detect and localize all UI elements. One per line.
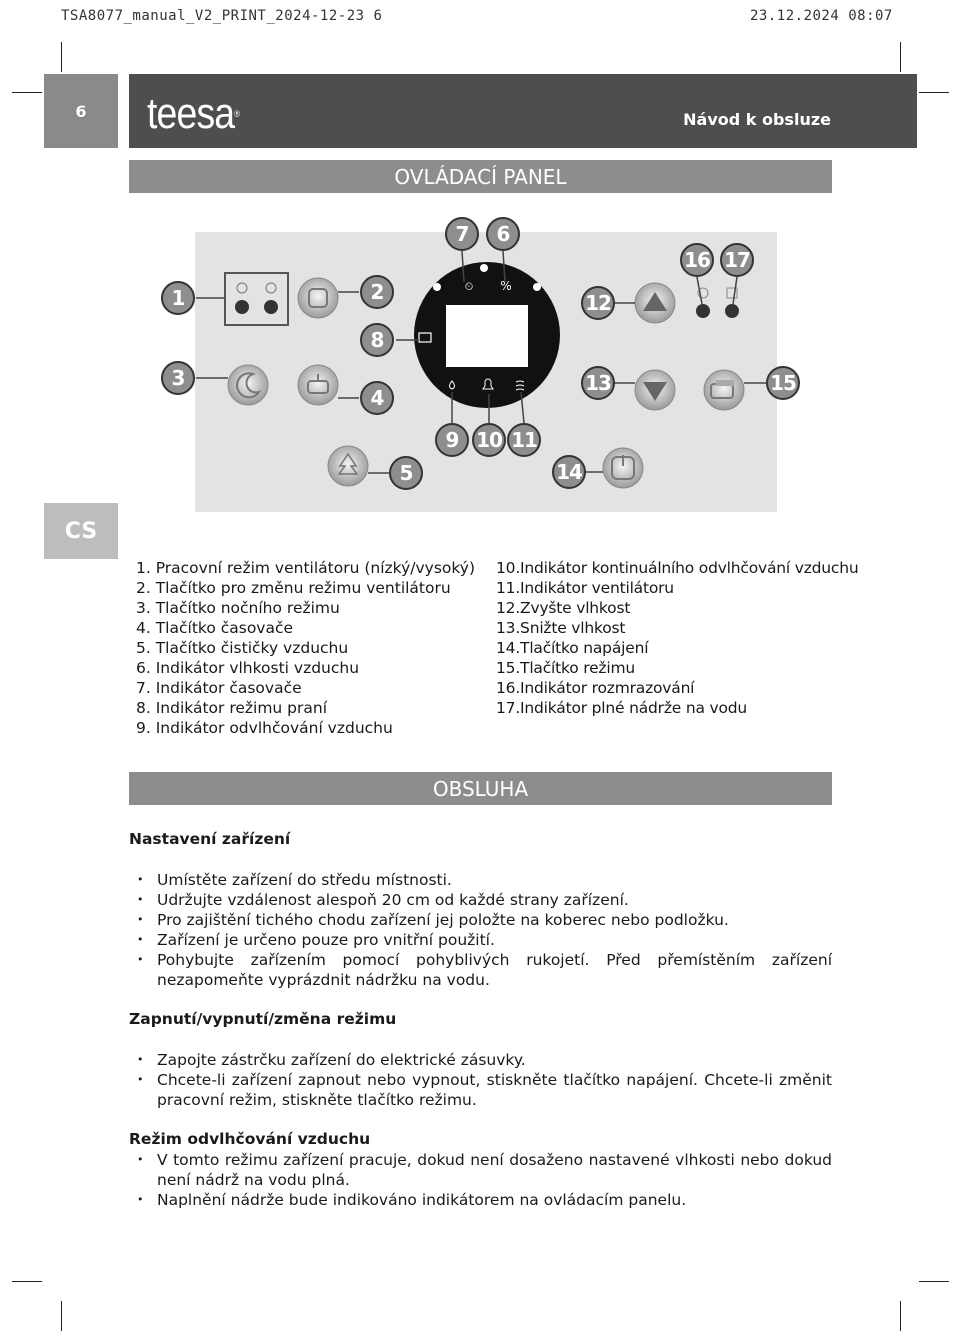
callout-14: 14: [552, 455, 586, 489]
section-title-operation: OBSLUHA: [129, 772, 832, 805]
legend-left: [136, 558, 475, 738]
language-tab: CS: [44, 503, 118, 559]
display-dot: [480, 264, 488, 272]
legend-item: 17.Indikátor plné nádrže na vodu: [496, 699, 747, 717]
fan-mode-button[interactable]: [298, 278, 338, 318]
callout-4: 4: [360, 381, 394, 415]
callout-10: 10: [472, 423, 506, 457]
bullet-item: • Pohybujte zařízením pomocí pohyblivých rukojetí. Před přemístěním zařízení nezapomeňte vyprázdnit nádržku na vodu.: [137, 950, 832, 990]
legend-item: 2. Tlačítko pro změnu režimu ventilátoru: [136, 579, 451, 597]
legend-item: 10.Indikátor kontinuálního odvlhčování vzduchu: [496, 559, 859, 577]
legend-item: 15.Tlačítko režimu: [496, 659, 635, 677]
legend-item: 3. Tlačítko nočního režimu: [136, 599, 340, 617]
legend-item: 16.Indikátor rozmrazování: [496, 679, 695, 697]
display-dot: [533, 283, 541, 291]
display-dot: [433, 283, 441, 291]
bullet-item: • V tomto režimu zařízení pracuje, dokud není dosaženo nastavené vlhkosti nebo dokud není nádrž na vodu plná.: [137, 1150, 832, 1190]
callout-16: 16: [680, 243, 714, 277]
callout-7: 7: [445, 217, 479, 251]
legend-right: [496, 558, 858, 718]
fan-mode-indicator-box: [225, 273, 288, 325]
bullet-item: • Udržujte vzdálenost alespoň 20 cm od každé strany zařízení.: [137, 890, 832, 910]
crop-mark: [900, 1301, 901, 1331]
section-title-control-panel: OVLÁDACÍ PANEL: [129, 160, 832, 193]
bullet-item: • Pro zajištění tichého chodu zařízení jej položte na koberec nebo podložku.: [137, 910, 832, 930]
power-button[interactable]: [603, 448, 643, 488]
bullet-item: • Umístěte zařízení do středu místnosti.: [137, 870, 832, 890]
legend-item: 1. Pracovní režim ventilátoru (nízký/vysoký): [136, 559, 476, 577]
callout-3: 3: [161, 361, 195, 395]
legend-item: 6. Indikátor vlhkosti vzduchu: [136, 659, 360, 677]
legend-item: 8. Indikátor režimu praní: [136, 699, 328, 717]
fan-low-icon: [237, 283, 247, 293]
setup-list: [137, 870, 832, 990]
callout-1: 1: [161, 281, 195, 315]
increase-humidity-button[interactable]: [635, 283, 675, 323]
night-mode-button[interactable]: [228, 365, 268, 405]
bullet-item: • Naplnění nádrže bude indikováno indikátorem na ovládacím panelu.: [137, 1190, 832, 1210]
heading-dehumidify: Režim odvlhčování vzduchu: [129, 1130, 371, 1148]
legend-item: 4. Tlačítko časovače: [136, 619, 294, 637]
crop-mark: [12, 1281, 42, 1282]
brand-logo: teesa®: [147, 89, 240, 138]
crop-mark: [61, 1301, 62, 1331]
callout-13: 13: [581, 366, 615, 400]
mode-button[interactable]: [704, 370, 744, 410]
legend-item: 7. Indikátor časovače: [136, 679, 302, 697]
heading-power: Zapnutí/vypnutí/změna režimu: [129, 1010, 397, 1028]
legend-item: 9. Indikátor odvlhčování vzduchu: [136, 719, 393, 737]
heading-setup: Nastavení zařízení: [129, 830, 291, 848]
legend-item: 11.Indikátor ventilátoru: [496, 579, 674, 597]
decrease-humidity-button[interactable]: [635, 370, 675, 410]
display-screen: [446, 305, 528, 367]
callout-6: 6: [486, 217, 520, 251]
power-list: [137, 1050, 832, 1110]
legend-item: 13.Snižte vlhkost: [496, 619, 626, 637]
page-number: 6: [44, 74, 118, 148]
callout-15: 15: [766, 366, 800, 400]
callout-17: 17: [720, 243, 754, 277]
callout-5: 5: [389, 456, 423, 490]
callout-12: 12: [581, 286, 615, 320]
callout-9: 9: [435, 423, 469, 457]
air-purifier-button[interactable]: [328, 446, 368, 486]
bullet-item: • Chcete-li zařízení zapnout nebo vypnout, stiskněte tlačítko napájení. Chcete-li změnit pracovní režim, stiskněte tlačítko režimu.: [137, 1070, 832, 1110]
fan-high-led: [264, 300, 278, 314]
fan-low-led: [235, 300, 249, 314]
callout-11: 11: [507, 423, 541, 457]
bullet-item: • Zařízení je určeno pouze pro vnitřní použití.: [137, 930, 832, 950]
control-panel-diagram: [0, 0, 961, 560]
header-title: Návod k obsluze: [683, 110, 831, 129]
bullet-item: • Zapojte zástrčku zařízení do elektrické zásuvky.: [137, 1050, 832, 1070]
defrost-led: [696, 304, 710, 318]
dehumidify-list: [137, 1150, 832, 1210]
print-datetime: 23.12.2024 08:07: [750, 8, 893, 24]
timer-indicator-icon: ⏲: [464, 280, 474, 293]
callout-8: 8: [360, 323, 394, 357]
callout-2: 2: [360, 275, 394, 309]
tank-full-led: [725, 304, 739, 318]
timer-button[interactable]: [298, 365, 338, 405]
legend-item: 12.Zvyšte vlhkost: [496, 599, 631, 617]
humidity-indicator-icon: %: [500, 279, 512, 293]
fan-high-icon: [266, 283, 276, 293]
print-filename: TSA8077_manual_V2_PRINT_2024-12-23 6: [61, 8, 383, 24]
legend-item: 5. Tlačítko čističky vzduchu: [136, 639, 349, 657]
legend-item: 14.Tlačítko napájení: [496, 639, 649, 657]
crop-mark: [919, 1281, 949, 1282]
